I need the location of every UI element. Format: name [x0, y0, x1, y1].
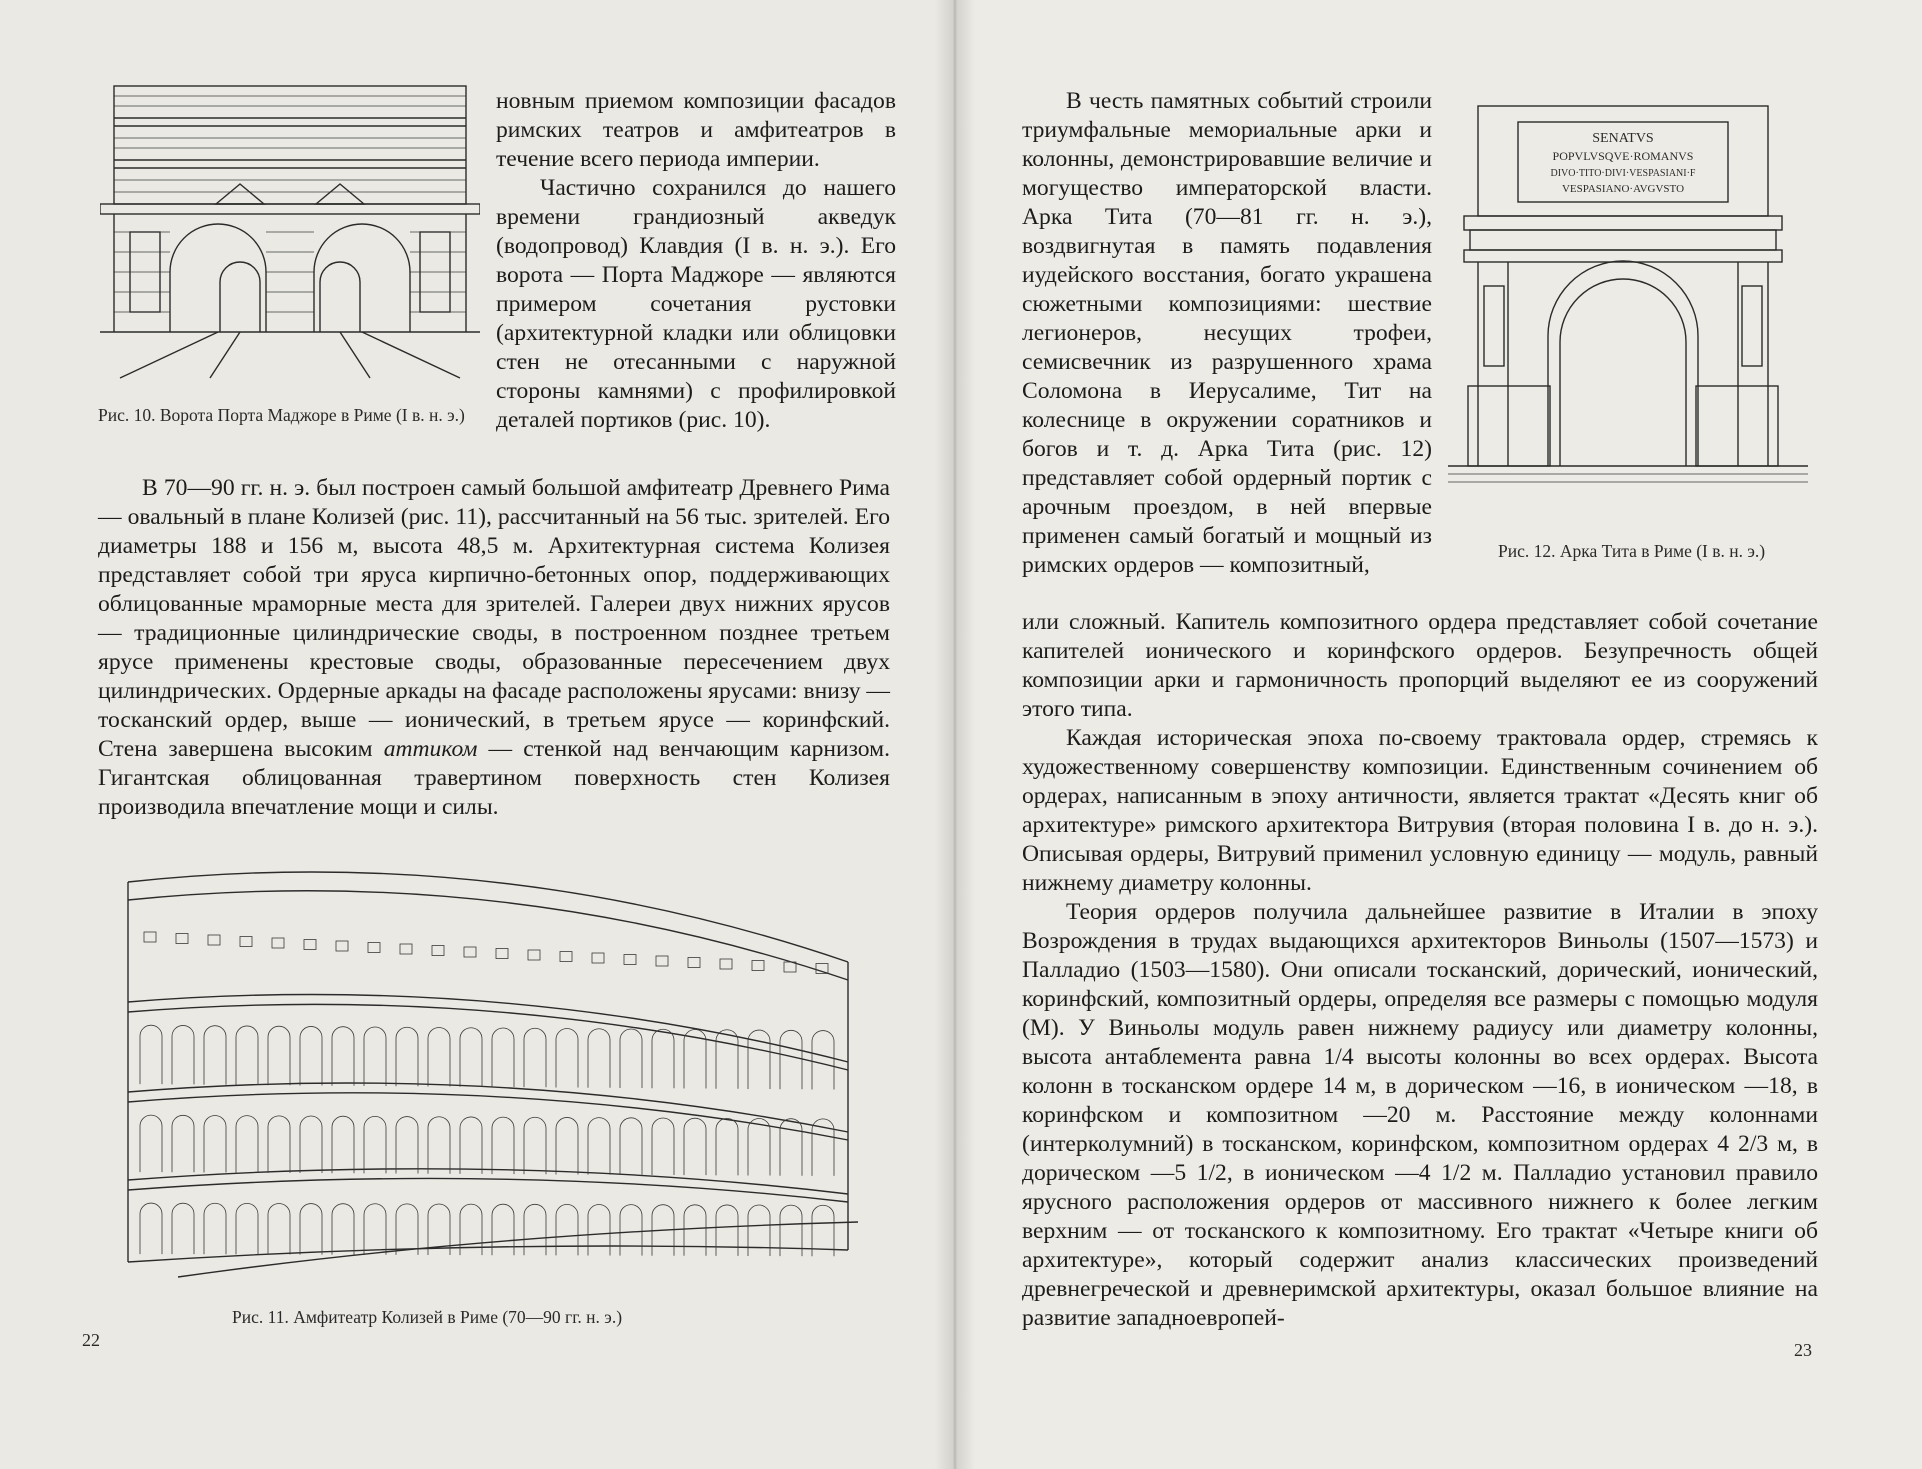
- attic-term: аттиком: [383, 736, 478, 762]
- fig11-caption: Рис. 11. Амфитеатр Колизей в Риме (70—90 гг. н. э.): [232, 1307, 623, 1327]
- left-top-paragraph-2: Частично сохранился до нашего времени грандиозный акведук (водопровод) Клавдия (I в. н. э.). Его ворота — Порта Маджоре — являются примером сочетания рустовки (архитектурной кладки или облицовки стен не отесанными с наружной стороны камнями) с профилировкой деталей портиков (рис. 10).: [496, 175, 896, 433]
- fig10-caption: Рис. 10. Ворота Порта Маджоре в Риме (I в. н. э.): [98, 405, 465, 425]
- arch-paragraph: В честь памятных событий строили триумфальные мемориальные арки и колонны, демонстрировавшие величие и могущество императорской власти. Арка Тита (70—81 гг. н. э.), воздвигнутая в память подавления иудейского восстания, богато украшена сюжетными композициями: шествие легионеров, несущих трофеи, семисвечник из разрушенного храма Соломона в Иерусалиме, Тит на колеснице в окружении соратников и богов и т. д. Арка Тита (рис. 12) представляет собой ордерный портик с арочным проездом, в ней впервые применен самый богатый и мощный из римских ордеров — композитный,: [1022, 88, 1432, 578]
- colosseum-paragraph: [98, 474, 890, 822]
- left-top-paragraph-1: новным приемом композиции фасадов римских театров и амфитеатров в течение всего периода империи.: [496, 88, 896, 172]
- right-main-text: [1022, 608, 1818, 1333]
- left-main-text: [98, 474, 890, 822]
- arch-inscription-line-4: VESPASIANO·AVGVSTO: [1561, 183, 1685, 195]
- fig11-colosseum-drawing: [118, 862, 868, 1282]
- fig10-porta-maggiore-drawing: [100, 82, 480, 382]
- colosseum-text-2: — стенкой над венчающим карнизом. Гигантская облицованная травертином поверхность стен Колизея производила впечатление мощи и силы.: [98, 736, 890, 820]
- fig12-caption: Рис. 12. Арка Тита в Риме (I в. н. э.): [1498, 541, 1766, 561]
- arch-inscription-line-3: DIVO·TITO·DIVI·VESPASIANI·F: [1550, 168, 1696, 179]
- left-top-column: [496, 87, 896, 435]
- page-number-left: 22: [82, 1330, 100, 1350]
- colosseum-text-1: В 70—90 гг. н. э. был построен самый большой амфитеатр Древнего Рима — овальный в плане Колизей (рис. 11), рассчитанный на 56 тыс. зрителей. Его диаметры 188 и 156 м, высота 48,5 м. Архитектурная система Колизея представляет собой три яруса кирпично-бетонных опор, поддерживающих облицованные мраморные места для зрителей. Галереи двух нижних ярусов — традиционные цилиндрические своды, в построенном позднее третьем ярусе применены крестовые своды, образованные пересечением двух цилиндрических. Ордерные аркады на фасаде расположены ярусами: внизу — тосканский ордер, выше — ионический, в третьем ярусе — коринфский. Стена завершена высоким: [98, 475, 890, 762]
- vitruvius-paragraph: Каждая историческая эпоха по-своему трактовала ордер, стремясь к художественному совершенству композиции. Единственным сочинением об ордерах, написанным в эпоху античности, является трактат «Десять книг об архитектуре» римского архитектора Витрувия (вторая половина I в. до н. э.). Описывая ордеры, Витрувий применил условную единицу — модуль, равный нижнему диаметру колонны.: [1022, 725, 1818, 896]
- renaissance-paragraph: Теория ордеров получила дальнейшее развитие в Италии в эпоху Возрождения в трудах выдающихся архитекторов Виньолы (1507—1573) и Палладио (1503—1580). Они описали тосканский, дорический, ионический, коринфский, композитный ордеры, определяя все размеры с помощью модуля (М). У Виньолы модуль равен нижнему радиусу или диаметру колонны, высота антаблемента равна 1/4 высоты колонны во всех ордерах. Высота колонн в тосканском ордере 14 м, в дорическом —16, в ионическом —18, в коринфском и композитном —20 м. Расстояние между колоннами (интерколумний) в тосканском, коринфском, композитном ордерах 4 2/3 м, в дорическом —5 1/2, в ионическом —4 1/2 м. Палладио установил правило ярусного расположения ордеров от массивного нижнего к более легким верхним — от тосканского к композитному. Его трактат «Четыре книги об архитектуре», который содержит анализ классических произведений древнегреческой и древнеримской архитектуры, оказал большое влияние на развитие западноевропей-: [1022, 899, 1818, 1331]
- right-top-column: [1022, 87, 1432, 580]
- arch-inscription-line-1: SENATVS: [1592, 131, 1654, 146]
- arch-inscription-line-2: POPVLVSQVE·ROMANVS: [1552, 149, 1694, 163]
- arch-paragraph-continued: или сложный. Капитель композитного ордера представляет собой сочетание капителей ионического и коринфского ордеров. Безупречность общей композиции арки и гармоничность пропорций выделяют ее из сооружений этого типа.: [1022, 609, 1818, 722]
- fig12-arch-of-titus-drawing: [1448, 86, 1808, 506]
- book-gutter: [935, 0, 975, 1469]
- page-number-right: 23: [1794, 1340, 1812, 1360]
